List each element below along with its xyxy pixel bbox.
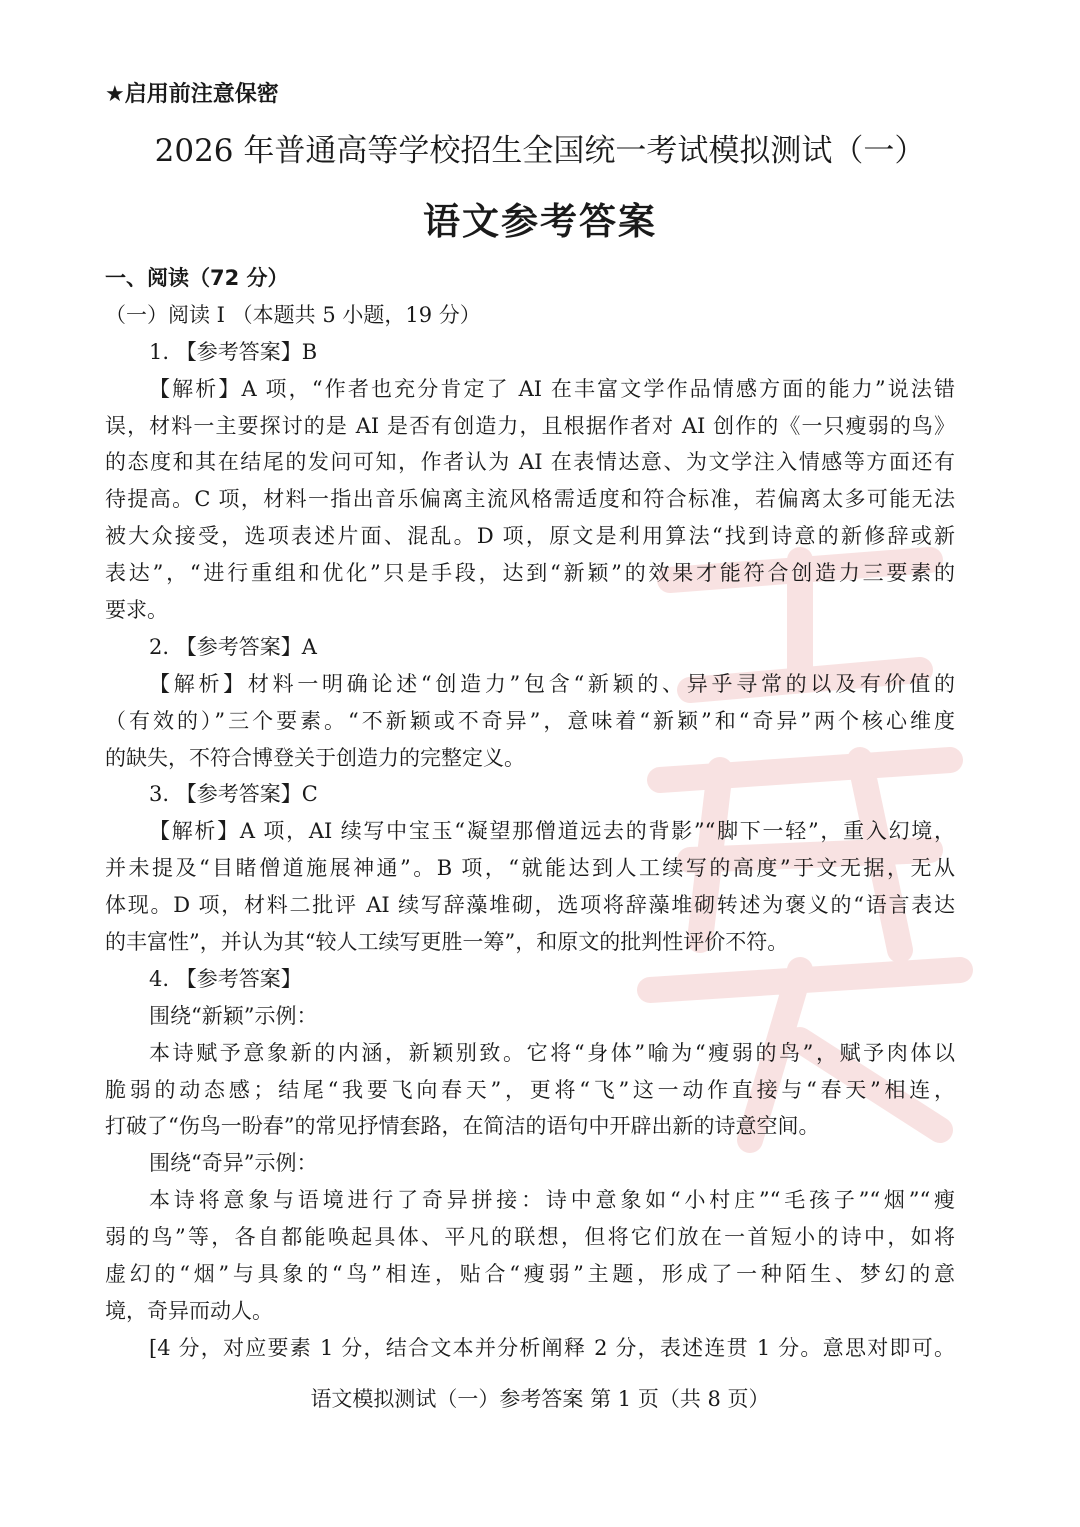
text-line: 【解析】A 项，“作者也充分肯定了 AI 在丰富文学作品情感方面的能力”说法错 [149,376,955,401]
text-line: 2. 【参考答案】A [149,634,317,659]
text-line: （有效的）”三个要素。“不新颖或不奇异”，意味着“新颖”和“奇异”两个核心维度 [105,708,955,733]
text-line: 的丰富性”，并认为其“较人工续写更胜一筹”，和原文的批判性评价不符。 [105,930,789,955]
text-line: [4 分，对应要素 1 分，结合文本并分析阐释 2 分，表述连贯 1 分。意思对即可。 [149,1335,955,1360]
page-footer: 语文模拟测试（一）参考答案 第 1 页（共 8 页） [310,1387,770,1411]
text-line: 4. 【参考答案】 [149,966,302,991]
text-line: 【解析】材料一明确论述“创造力”包含“新颖的、异乎寻常的以及有价值的 [149,671,955,696]
document-title: 语文参考答案 [423,200,657,243]
text-line: （一）阅读 I （本题共 5 小题，19 分） [105,302,481,327]
text-line: 待提高。C 项，材料一指出音乐偏离主流风格需适度和符合标准，若偏离太多可能无法 [105,487,955,512]
answer-content [105,260,955,1367]
text-line: 打破了“伤鸟一盼春”的常见抒情套路，在简洁的语句中开辟出新的诗意空间。 [105,1114,820,1139]
text-line: 本诗将意象与语境进行了奇异拼接：诗中意象如“小村庄”“毛孩子”“烟”“瘦 [149,1188,955,1213]
text-line: 体现。D 项，材料二批评 AI 续写辞藻堆砌，选项将辞藻堆砌转述为褒义的“语言表达 [105,893,955,918]
text-line: 表达”，“进行重组和优化”只是手段，达到“新颖”的效果才能符合创造力三要素的 [105,561,955,586]
text-line: 境，奇异而动人。 [105,1298,273,1323]
text-line: 3. 【参考答案】C [149,782,318,807]
text-line: 的态度和其在结尾的发问可知，作者认为 AI 在表情达意、为文学注入情感等方面还有 [105,450,955,475]
text-line: 虚幻的“烟”与具象的“鸟”相连，贴合“瘦弱”主题，形成了一种陌生、梦幻的意 [105,1262,955,1287]
text-line: 要求。 [105,598,168,623]
text-line: 被大众接受，选项表述片面、混乱。D 项，原文是利用算法“找到诗意的新修辞或新 [105,524,955,549]
text-line: 误，材料一主要探讨的是 AI 是否有创造力，且根据作者对 AI 创作的《一只瘦弱的鸟》 [105,413,955,438]
text-line: 一、阅读（72 分） [105,266,289,290]
text-line: 【解析】A 项，AI 续写中宝玉“凝望那僧道远去的背影”“脚下一轻”，重入幻境， [149,819,955,844]
text-line: 脆弱的动态感；结尾“我要飞向春天”，更将“飞”这一动作直接与“春天”相连， [105,1077,955,1102]
exam-title: 2026 年普通高等学校招生全国统一考试模拟测试（一） [154,133,926,169]
text-line: 1. 【参考答案】B [149,339,318,364]
text-line: 围绕“新颖”示例： [149,1003,318,1028]
text-line: 围绕“奇异”示例： [149,1151,318,1176]
confidential-notice: ★启用前注意保密 [105,82,279,107]
text-line: 弱的鸟”等，各自都能唤起具体、平凡的联想，但将它们放在一首短小的诗中，如将 [105,1225,955,1250]
text-line: 并未提及“目睹僧道施展神通”。B 项，“就能达到人工续写的高度”于文无据，无从 [105,856,955,881]
text-line: 本诗赋予意象新的内涵，新颖别致。它将“身体”喻为“瘦弱的鸟”，赋予肉体以 [149,1040,955,1065]
text-line: 的缺失，不符合博登关于创造力的完整定义。 [105,745,525,770]
